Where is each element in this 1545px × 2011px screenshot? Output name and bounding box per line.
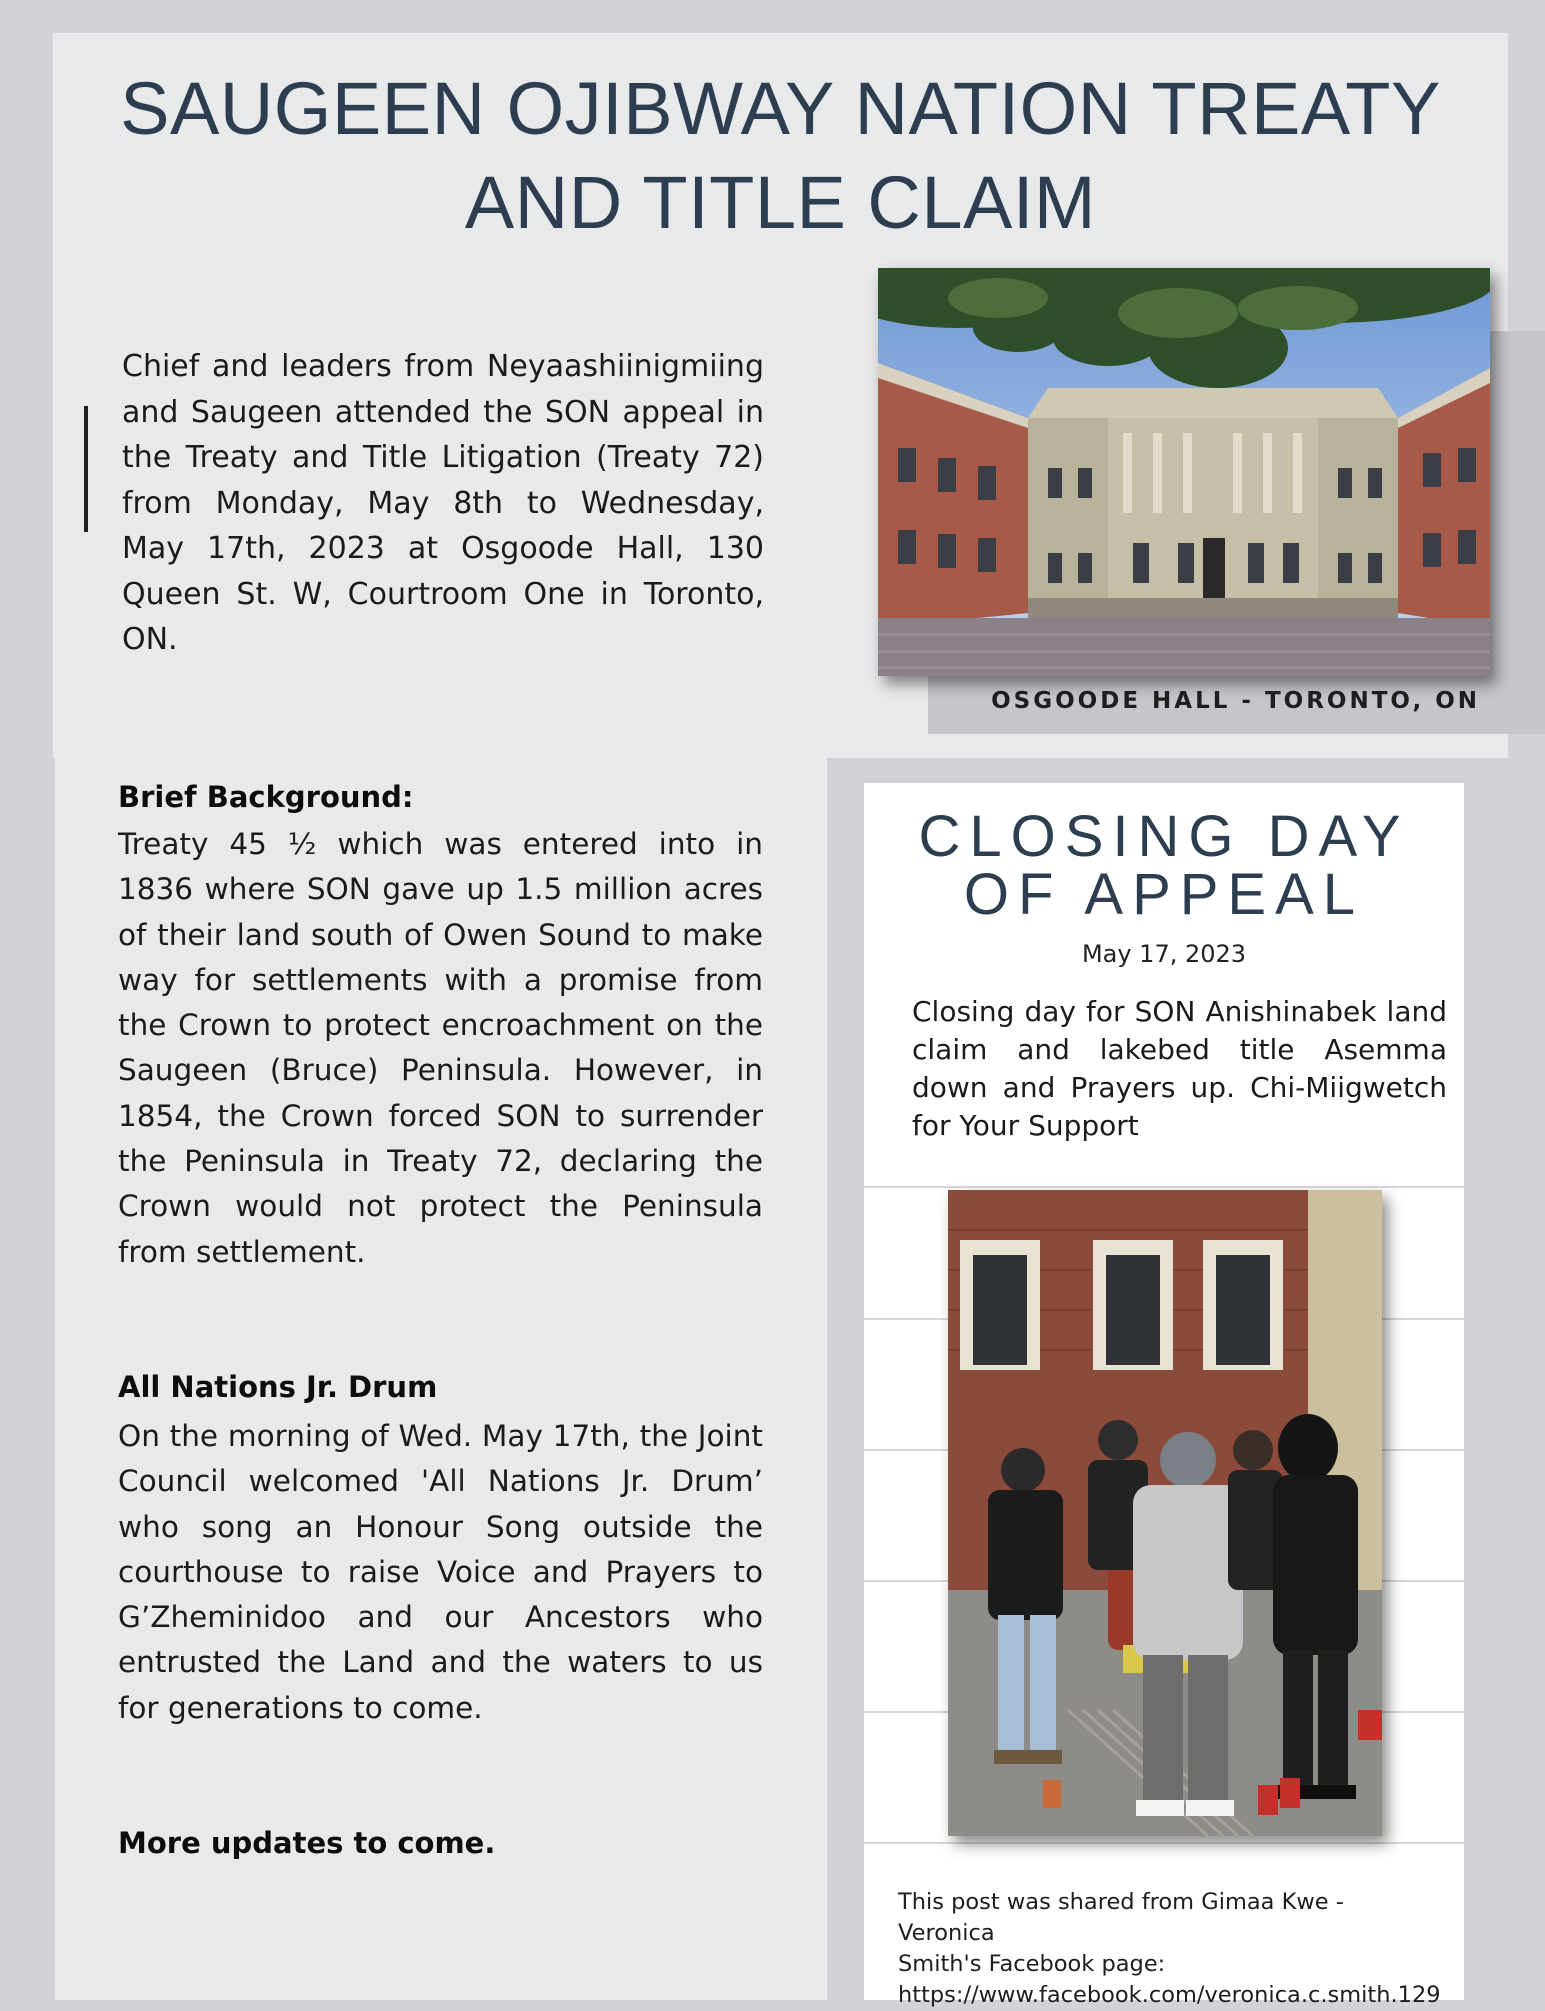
closing-paragraph: Closing day for SON Anishinabek land claim and lakebed title Asemma down and Prayers up. Chi-Miigwetch for Your Support <box>912 995 1447 1142</box>
osgoode-hall-illustration <box>878 268 1490 676</box>
card-divider <box>864 1842 1464 1844</box>
osgoode-hall-photo <box>878 268 1490 676</box>
updates-heading: More updates to come. <box>118 1826 496 1860</box>
card-divider <box>864 1186 1464 1188</box>
closing-title-line2: OF APPEAL <box>963 862 1365 927</box>
background-paragraph: Treaty 45 ½ which was entered into in 1836 where SON gave up 1.5 million acres of their land south of Owen Sound to make way for settlements with a promise from the Crown to protect encroachment on the Saugeen (Bruce) Peninsula. However, in 1854, the Crown forced SON to surrender the Peninsula in Treaty 72, declaring the Crown would not protect the Peninsula from settlement. <box>118 827 763 1269</box>
drum-heading: All Nations Jr. Drum <box>118 1370 438 1404</box>
page-title-line1: SAUGEEN OJIBWAY NATION TREATY <box>120 67 1441 150</box>
drum-circle-photo <box>948 1190 1382 1836</box>
closing-date: May 17, 2023 <box>1081 940 1247 968</box>
credit-text <box>898 1887 1441 2011</box>
photo-caption: OSGOODE HALL - TORONTO, ON <box>991 688 1480 714</box>
closing-title-line1: CLOSING DAY <box>918 804 1410 869</box>
credit-line3: https://www.facebook.com/veronica.c.smith.129 <box>898 1982 1441 2008</box>
closing-day-title <box>864 804 1464 927</box>
page-title-line2: AND TITLE CLAIM <box>464 161 1097 244</box>
intro-paragraph: Chief and leaders from Neyaashiinigmiing and Saugeen attended the SON appeal in the Treaty and Title Litigation (Treaty 72) from Monday, May 8th to Wednesday, May 17th, 2023 at Osgoode Hall, 130 Queen St. W, Courtroom One in Toronto, ON. <box>122 349 764 657</box>
page-title <box>53 62 1508 250</box>
quote-bar <box>84 406 88 532</box>
drum-circle-illustration <box>948 1190 1382 1836</box>
credit-line2: Smith's Facebook page: <box>898 1951 1166 1977</box>
drum-paragraph: On the morning of Wed. May 17th, the Joint Council welcomed 'All Nations Jr. Drum’ who song an Honour Song outside the courthouse to raise Voice and Prayers to G’Zheminidoo and our Ancestors who entrusted the Land and the waters to us for generations to come. <box>118 1419 763 1725</box>
credit-line1: This post was shared from Gimaa Kwe - Veronica <box>898 1889 1344 1946</box>
background-heading: Brief Background: <box>118 780 414 814</box>
